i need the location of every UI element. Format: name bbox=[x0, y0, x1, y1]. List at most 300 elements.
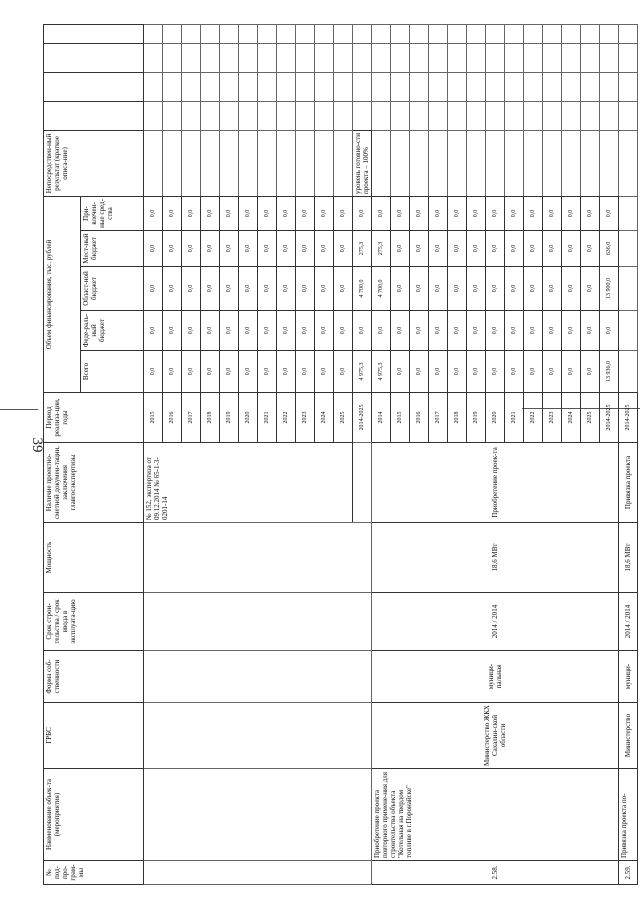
no-cell: 2.58. bbox=[372, 861, 619, 885]
federal-cell: 0,0 bbox=[334, 311, 353, 351]
empty-cell bbox=[391, 101, 410, 130]
empty-cell bbox=[334, 43, 353, 72]
result-cell bbox=[372, 130, 391, 196]
federal-cell: 0,0 bbox=[581, 311, 600, 351]
local-cell: 0,0 bbox=[144, 231, 163, 267]
empty-cell bbox=[429, 24, 448, 43]
empty-cell bbox=[353, 101, 372, 130]
empty-cell bbox=[372, 101, 391, 130]
empty-cell bbox=[562, 43, 581, 72]
regional-cell: 0,0 bbox=[562, 267, 581, 311]
empty-cell bbox=[467, 101, 486, 130]
empty-cell bbox=[220, 43, 239, 72]
result-cell bbox=[334, 130, 353, 196]
total-cell: 0,0 bbox=[182, 351, 201, 393]
period-cell: 2025 bbox=[334, 393, 353, 443]
docs-cell: № 152, экспертиза от 09.12.2014 № 65-1-3-0201-14 bbox=[144, 443, 353, 523]
empty-cell bbox=[619, 267, 638, 311]
total-cell: 0,0 bbox=[163, 351, 182, 393]
local-cell: 0,0 bbox=[562, 231, 581, 267]
local-cell: 0,0 bbox=[391, 231, 410, 267]
empty-cell bbox=[372, 24, 391, 43]
empty-cell bbox=[391, 43, 410, 72]
attracted-cell: 0,0 bbox=[334, 196, 353, 230]
empty-cell bbox=[467, 43, 486, 72]
empty-cell bbox=[619, 101, 638, 130]
docs-cell: Привязка проекта bbox=[619, 443, 638, 523]
total-cell: 0,0 bbox=[144, 351, 163, 393]
header-grbs: ГРБС bbox=[44, 703, 144, 769]
period-cell: 2022 bbox=[277, 393, 296, 443]
docs-cell: Приобретение проек-та bbox=[372, 443, 619, 523]
total-cell: 0,0 bbox=[543, 351, 562, 393]
attracted-cell: 0,0 bbox=[277, 196, 296, 230]
result-cell bbox=[600, 130, 619, 196]
empty-cell bbox=[429, 72, 448, 101]
table-row bbox=[619, 24, 638, 884]
regional-cell: 0,0 bbox=[239, 267, 258, 311]
result-cell bbox=[543, 130, 562, 196]
empty-cell bbox=[163, 101, 182, 130]
result-cell bbox=[258, 130, 277, 196]
name-cell: Привязка проекта по- bbox=[619, 769, 638, 861]
empty-cell bbox=[372, 43, 391, 72]
result-cell bbox=[448, 130, 467, 196]
attracted-cell: 0,0 bbox=[201, 196, 220, 230]
grbs-cell: Министерство bbox=[619, 703, 638, 769]
attracted-cell: 0,0 bbox=[486, 196, 505, 230]
rotated-table-container bbox=[43, 25, 633, 885]
regional-cell: 0,0 bbox=[334, 267, 353, 311]
header-docs: Наличие проектно-сметной докумен-тации, заключения главгосэкспертизы bbox=[44, 443, 144, 523]
empty-cell bbox=[410, 72, 429, 101]
regional-cell: 0,0 bbox=[410, 267, 429, 311]
local-cell: 0,0 bbox=[429, 231, 448, 267]
empty-cell bbox=[239, 72, 258, 101]
attracted-cell: 0,0 bbox=[372, 196, 391, 230]
grbs-cell bbox=[144, 703, 372, 769]
total-cell: 0,0 bbox=[201, 351, 220, 393]
federal-cell: 0,0 bbox=[562, 311, 581, 351]
empty-cell bbox=[524, 101, 543, 130]
federal-cell: 0,0 bbox=[277, 311, 296, 351]
total-cell: 0,0 bbox=[220, 351, 239, 393]
empty-cell bbox=[353, 24, 372, 43]
rotated-page bbox=[43, 25, 633, 885]
capacity-cell: 18,6 МВт bbox=[372, 523, 619, 593]
empty-cell bbox=[619, 196, 638, 230]
total-cell: 0,0 bbox=[448, 351, 467, 393]
attracted-cell: 0,0 bbox=[410, 196, 429, 230]
period-cell: 2015 bbox=[144, 393, 163, 443]
empty-cell bbox=[296, 101, 315, 130]
empty-cell bbox=[144, 43, 163, 72]
period-cell: 2024 bbox=[315, 393, 334, 443]
regional-cell: 0,0 bbox=[543, 267, 562, 311]
empty-cell bbox=[448, 24, 467, 43]
total-cell: 0,0 bbox=[524, 351, 543, 393]
header-period: Период реализа-ции, годы bbox=[44, 393, 144, 443]
local-cell: 0,0 bbox=[277, 231, 296, 267]
result-cell bbox=[296, 130, 315, 196]
local-cell: 0,0 bbox=[448, 231, 467, 267]
empty-cell bbox=[182, 101, 201, 130]
empty-cell bbox=[144, 24, 163, 43]
total-cell: 13 936,0 bbox=[600, 351, 619, 393]
empty-cell bbox=[410, 24, 429, 43]
empty-cell bbox=[220, 24, 239, 43]
federal-cell: 0,0 bbox=[505, 311, 524, 351]
federal-cell: 0,0 bbox=[296, 311, 315, 351]
attracted-cell: 0,0 bbox=[581, 196, 600, 230]
period-cell: 2024 bbox=[562, 393, 581, 443]
attracted-cell: 0,0 bbox=[543, 196, 562, 230]
regional-cell: 0,0 bbox=[315, 267, 334, 311]
empty-cell bbox=[619, 311, 638, 351]
header-name: Наименование объек-та (мероприятия) bbox=[44, 769, 144, 861]
result-cell bbox=[562, 130, 581, 196]
empty-cell bbox=[543, 24, 562, 43]
empty-cell bbox=[505, 101, 524, 130]
empty-cell bbox=[448, 101, 467, 130]
ownership-cell: муници- bbox=[619, 651, 638, 703]
capacity-cell bbox=[144, 523, 372, 593]
period-cell: 2017 bbox=[429, 393, 448, 443]
regional-cell: 0,0 bbox=[144, 267, 163, 311]
empty-cell bbox=[581, 72, 600, 101]
local-cell: 0,0 bbox=[182, 231, 201, 267]
regional-cell: 13 900,0 bbox=[600, 267, 619, 311]
header-blank bbox=[44, 24, 144, 43]
local-cell: 0,0 bbox=[524, 231, 543, 267]
empty-cell bbox=[505, 72, 524, 101]
program-table bbox=[43, 24, 638, 885]
empty-cell bbox=[619, 43, 638, 72]
attracted-cell: 0,0 bbox=[391, 196, 410, 230]
local-cell: 0,0 bbox=[505, 231, 524, 267]
header-ownership: Форма соб-ственности bbox=[44, 651, 144, 703]
regional-cell: 0,0 bbox=[486, 267, 505, 311]
empty-cell bbox=[239, 24, 258, 43]
empty-cell bbox=[486, 43, 505, 72]
result-cell bbox=[201, 130, 220, 196]
total-cell: 0,0 bbox=[486, 351, 505, 393]
federal-cell: 0,0 bbox=[163, 311, 182, 351]
empty-cell bbox=[277, 24, 296, 43]
local-cell: 0,0 bbox=[486, 231, 505, 267]
attracted-cell: 0,0 bbox=[182, 196, 201, 230]
empty-cell bbox=[619, 130, 638, 196]
empty-cell bbox=[600, 101, 619, 130]
empty-cell bbox=[619, 351, 638, 393]
regional-cell: 0,0 bbox=[201, 267, 220, 311]
attracted-cell: 0,0 bbox=[296, 196, 315, 230]
total-cell: 4 975,3 bbox=[353, 351, 372, 393]
empty-cell bbox=[562, 101, 581, 130]
no-cell: 2.59. bbox=[619, 861, 638, 885]
federal-cell: 0,0 bbox=[144, 311, 163, 351]
table-body bbox=[144, 24, 638, 884]
empty-cell bbox=[144, 101, 163, 130]
empty-cell bbox=[182, 43, 201, 72]
attracted-cell: 0,0 bbox=[239, 196, 258, 230]
local-cell: 0,0 bbox=[315, 231, 334, 267]
period-cell: 2015 bbox=[391, 393, 410, 443]
term-cell: 2014 / 2014 bbox=[619, 593, 638, 651]
period-cell: 2023 bbox=[296, 393, 315, 443]
period-cell: 2014 bbox=[372, 393, 391, 443]
result-cell bbox=[239, 130, 258, 196]
period-cell: 2023 bbox=[543, 393, 562, 443]
empty-cell bbox=[163, 72, 182, 101]
empty-cell bbox=[258, 24, 277, 43]
regional-cell: 0,0 bbox=[163, 267, 182, 311]
total-cell: 0,0 bbox=[315, 351, 334, 393]
term-cell bbox=[144, 593, 372, 651]
attracted-cell: 0,0 bbox=[163, 196, 182, 230]
local-cell: 0,0 bbox=[334, 231, 353, 267]
federal-cell: 0,0 bbox=[182, 311, 201, 351]
header-federal: Феде-раль-ный бюджет bbox=[81, 311, 144, 351]
empty-cell bbox=[296, 43, 315, 72]
attracted-cell: 0,0 bbox=[429, 196, 448, 230]
header-regional: Област-ной бюджет bbox=[81, 267, 144, 311]
capacity-cell: 18,6 МВт bbox=[619, 523, 638, 593]
header-no: № под-про-грам-мы bbox=[44, 861, 144, 885]
empty-cell bbox=[410, 43, 429, 72]
empty-cell bbox=[562, 72, 581, 101]
empty-cell bbox=[220, 72, 239, 101]
empty-cell bbox=[600, 43, 619, 72]
regional-cell: 0,0 bbox=[258, 267, 277, 311]
empty-cell bbox=[619, 231, 638, 267]
empty-cell bbox=[315, 101, 334, 130]
federal-cell: 0,0 bbox=[315, 311, 334, 351]
local-cell: 0,0 bbox=[467, 231, 486, 267]
empty-cell bbox=[201, 43, 220, 72]
local-cell: 0,0 bbox=[410, 231, 429, 267]
empty-cell bbox=[296, 72, 315, 101]
total-cell: 4 975,3 bbox=[372, 351, 391, 393]
attracted-cell: 0,0 bbox=[353, 196, 372, 230]
empty-cell bbox=[410, 101, 429, 130]
period-cell: 2022 bbox=[524, 393, 543, 443]
empty-cell bbox=[524, 43, 543, 72]
total-cell: 0,0 bbox=[505, 351, 524, 393]
empty-cell bbox=[505, 24, 524, 43]
period-cell: 2019 bbox=[467, 393, 486, 443]
empty-cell bbox=[448, 43, 467, 72]
name-cell: Приобретение проекта повторного примене-ния для строительства объекта "Котельная на твердом топливе в г.Поронайске" bbox=[372, 769, 619, 861]
empty-cell bbox=[220, 101, 239, 130]
name-cell bbox=[144, 769, 372, 861]
federal-cell: 0,0 bbox=[448, 311, 467, 351]
federal-cell: 0,0 bbox=[429, 311, 448, 351]
empty-cell bbox=[163, 24, 182, 43]
attracted-cell: 0,0 bbox=[524, 196, 543, 230]
empty-cell bbox=[486, 72, 505, 101]
empty-cell bbox=[581, 24, 600, 43]
result-cell bbox=[315, 130, 334, 196]
empty-cell bbox=[505, 43, 524, 72]
result-cell bbox=[581, 130, 600, 196]
period-cell: 2020 bbox=[239, 393, 258, 443]
empty-cell bbox=[543, 43, 562, 72]
empty-cell bbox=[315, 43, 334, 72]
total-cell: 0,0 bbox=[277, 351, 296, 393]
period-cell: 2019 bbox=[220, 393, 239, 443]
local-cell: 0,0 bbox=[220, 231, 239, 267]
empty-cell bbox=[581, 101, 600, 130]
result-cell bbox=[277, 130, 296, 196]
attracted-cell: 0,0 bbox=[505, 196, 524, 230]
regional-cell: 0,0 bbox=[220, 267, 239, 311]
total-cell: 0,0 bbox=[391, 351, 410, 393]
regional-cell: 0,0 bbox=[505, 267, 524, 311]
attracted-cell: 0,0 bbox=[448, 196, 467, 230]
empty-cell bbox=[353, 43, 372, 72]
empty-cell bbox=[448, 72, 467, 101]
total-cell: 0,0 bbox=[258, 351, 277, 393]
header-result: Непосредствен-ный результат (краткое описа-ние) bbox=[44, 130, 144, 196]
empty-cell bbox=[334, 72, 353, 101]
empty-cell bbox=[277, 43, 296, 72]
empty-cell bbox=[372, 72, 391, 101]
result-cell bbox=[163, 130, 182, 196]
period-cell: 2014-2025 bbox=[619, 393, 638, 443]
empty-cell bbox=[315, 24, 334, 43]
regional-cell: 4 700,0 bbox=[372, 267, 391, 311]
empty-cell bbox=[201, 72, 220, 101]
empty-cell bbox=[296, 24, 315, 43]
empty-cell bbox=[239, 43, 258, 72]
total-cell: 0,0 bbox=[429, 351, 448, 393]
period-cell: 2018 bbox=[201, 393, 220, 443]
grbs-cell: Министерство ЖКХ Сахалин-ской области bbox=[372, 703, 619, 769]
empty-cell bbox=[619, 72, 638, 101]
federal-cell: 0,0 bbox=[543, 311, 562, 351]
header-attracted: При-влечен-ные сред-ства bbox=[81, 196, 144, 230]
local-cell: 0,0 bbox=[239, 231, 258, 267]
local-cell: 275,3 bbox=[372, 231, 391, 267]
local-cell: 0,0 bbox=[258, 231, 277, 267]
regional-cell: 0,0 bbox=[277, 267, 296, 311]
attracted-cell: 0,0 bbox=[220, 196, 239, 230]
local-cell: 636,0 bbox=[600, 231, 619, 267]
total-cell: 0,0 bbox=[581, 351, 600, 393]
empty-cell bbox=[334, 101, 353, 130]
federal-cell: 0,0 bbox=[600, 311, 619, 351]
local-cell: 0,0 bbox=[163, 231, 182, 267]
federal-cell: 0,0 bbox=[486, 311, 505, 351]
empty-cell bbox=[467, 72, 486, 101]
empty-cell bbox=[581, 43, 600, 72]
federal-cell: 0,0 bbox=[524, 311, 543, 351]
header-funding-group: Объем финансирования, тыс. рублей bbox=[44, 196, 81, 392]
empty-cell bbox=[182, 24, 201, 43]
empty-cell bbox=[391, 72, 410, 101]
empty-cell bbox=[429, 101, 448, 130]
docs-cell bbox=[353, 443, 372, 523]
result-cell: уровень готовно-сти проекта – 100% bbox=[353, 130, 372, 196]
empty-cell bbox=[600, 72, 619, 101]
federal-cell: 0,0 bbox=[258, 311, 277, 351]
regional-cell: 0,0 bbox=[391, 267, 410, 311]
federal-cell: 0,0 bbox=[391, 311, 410, 351]
empty-cell bbox=[619, 24, 638, 43]
result-cell bbox=[391, 130, 410, 196]
period-cell: 2025 bbox=[581, 393, 600, 443]
total-cell: 0,0 bbox=[410, 351, 429, 393]
federal-cell: 0,0 bbox=[220, 311, 239, 351]
total-cell: 0,0 bbox=[296, 351, 315, 393]
header-term: Срок строи-тельства / срок ввода в эксплуата-цию bbox=[44, 593, 144, 651]
header-capacity: Мощность bbox=[44, 523, 144, 593]
period-cell: 2018 bbox=[448, 393, 467, 443]
result-cell bbox=[429, 130, 448, 196]
federal-cell: 0,0 bbox=[353, 311, 372, 351]
empty-cell bbox=[258, 43, 277, 72]
header-local: Мест-ный бюджет bbox=[81, 231, 144, 267]
empty-cell bbox=[201, 24, 220, 43]
regional-cell: 0,0 bbox=[581, 267, 600, 311]
attracted-cell: 0,0 bbox=[144, 196, 163, 230]
empty-cell bbox=[277, 72, 296, 101]
empty-cell bbox=[600, 24, 619, 43]
header-blank bbox=[44, 101, 144, 130]
regional-cell: 0,0 bbox=[448, 267, 467, 311]
total-cell: 0,0 bbox=[467, 351, 486, 393]
term-cell: 2014 / 2014 bbox=[372, 593, 619, 651]
empty-cell bbox=[163, 43, 182, 72]
no-cell bbox=[144, 861, 372, 885]
period-cell: 2017 bbox=[182, 393, 201, 443]
empty-cell bbox=[258, 101, 277, 130]
total-cell: 0,0 bbox=[562, 351, 581, 393]
result-cell bbox=[220, 130, 239, 196]
result-cell bbox=[505, 130, 524, 196]
empty-cell bbox=[144, 72, 163, 101]
header-total: Всего bbox=[81, 351, 144, 393]
period-cell: 2021 bbox=[505, 393, 524, 443]
regional-cell: 0,0 bbox=[182, 267, 201, 311]
result-cell bbox=[182, 130, 201, 196]
period-cell: 2014-2025 bbox=[600, 393, 619, 443]
regional-cell: 0,0 bbox=[524, 267, 543, 311]
federal-cell: 0,0 bbox=[201, 311, 220, 351]
result-cell bbox=[486, 130, 505, 196]
attracted-cell: 0,0 bbox=[315, 196, 334, 230]
empty-cell bbox=[543, 101, 562, 130]
empty-cell bbox=[562, 24, 581, 43]
result-cell bbox=[524, 130, 543, 196]
empty-cell bbox=[182, 72, 201, 101]
table-row bbox=[144, 24, 163, 884]
empty-cell bbox=[239, 101, 258, 130]
empty-cell bbox=[524, 72, 543, 101]
empty-cell bbox=[467, 24, 486, 43]
empty-cell bbox=[258, 72, 277, 101]
regional-cell: 0,0 bbox=[296, 267, 315, 311]
header-blank bbox=[44, 72, 144, 101]
local-cell: 275,3 bbox=[353, 231, 372, 267]
ownership-cell: муници-пальная bbox=[372, 651, 619, 703]
regional-cell: 4 700,0 bbox=[353, 267, 372, 311]
empty-cell bbox=[486, 24, 505, 43]
attracted-cell: 0,0 bbox=[562, 196, 581, 230]
empty-cell bbox=[543, 72, 562, 101]
attracted-cell: 0,0 bbox=[467, 196, 486, 230]
